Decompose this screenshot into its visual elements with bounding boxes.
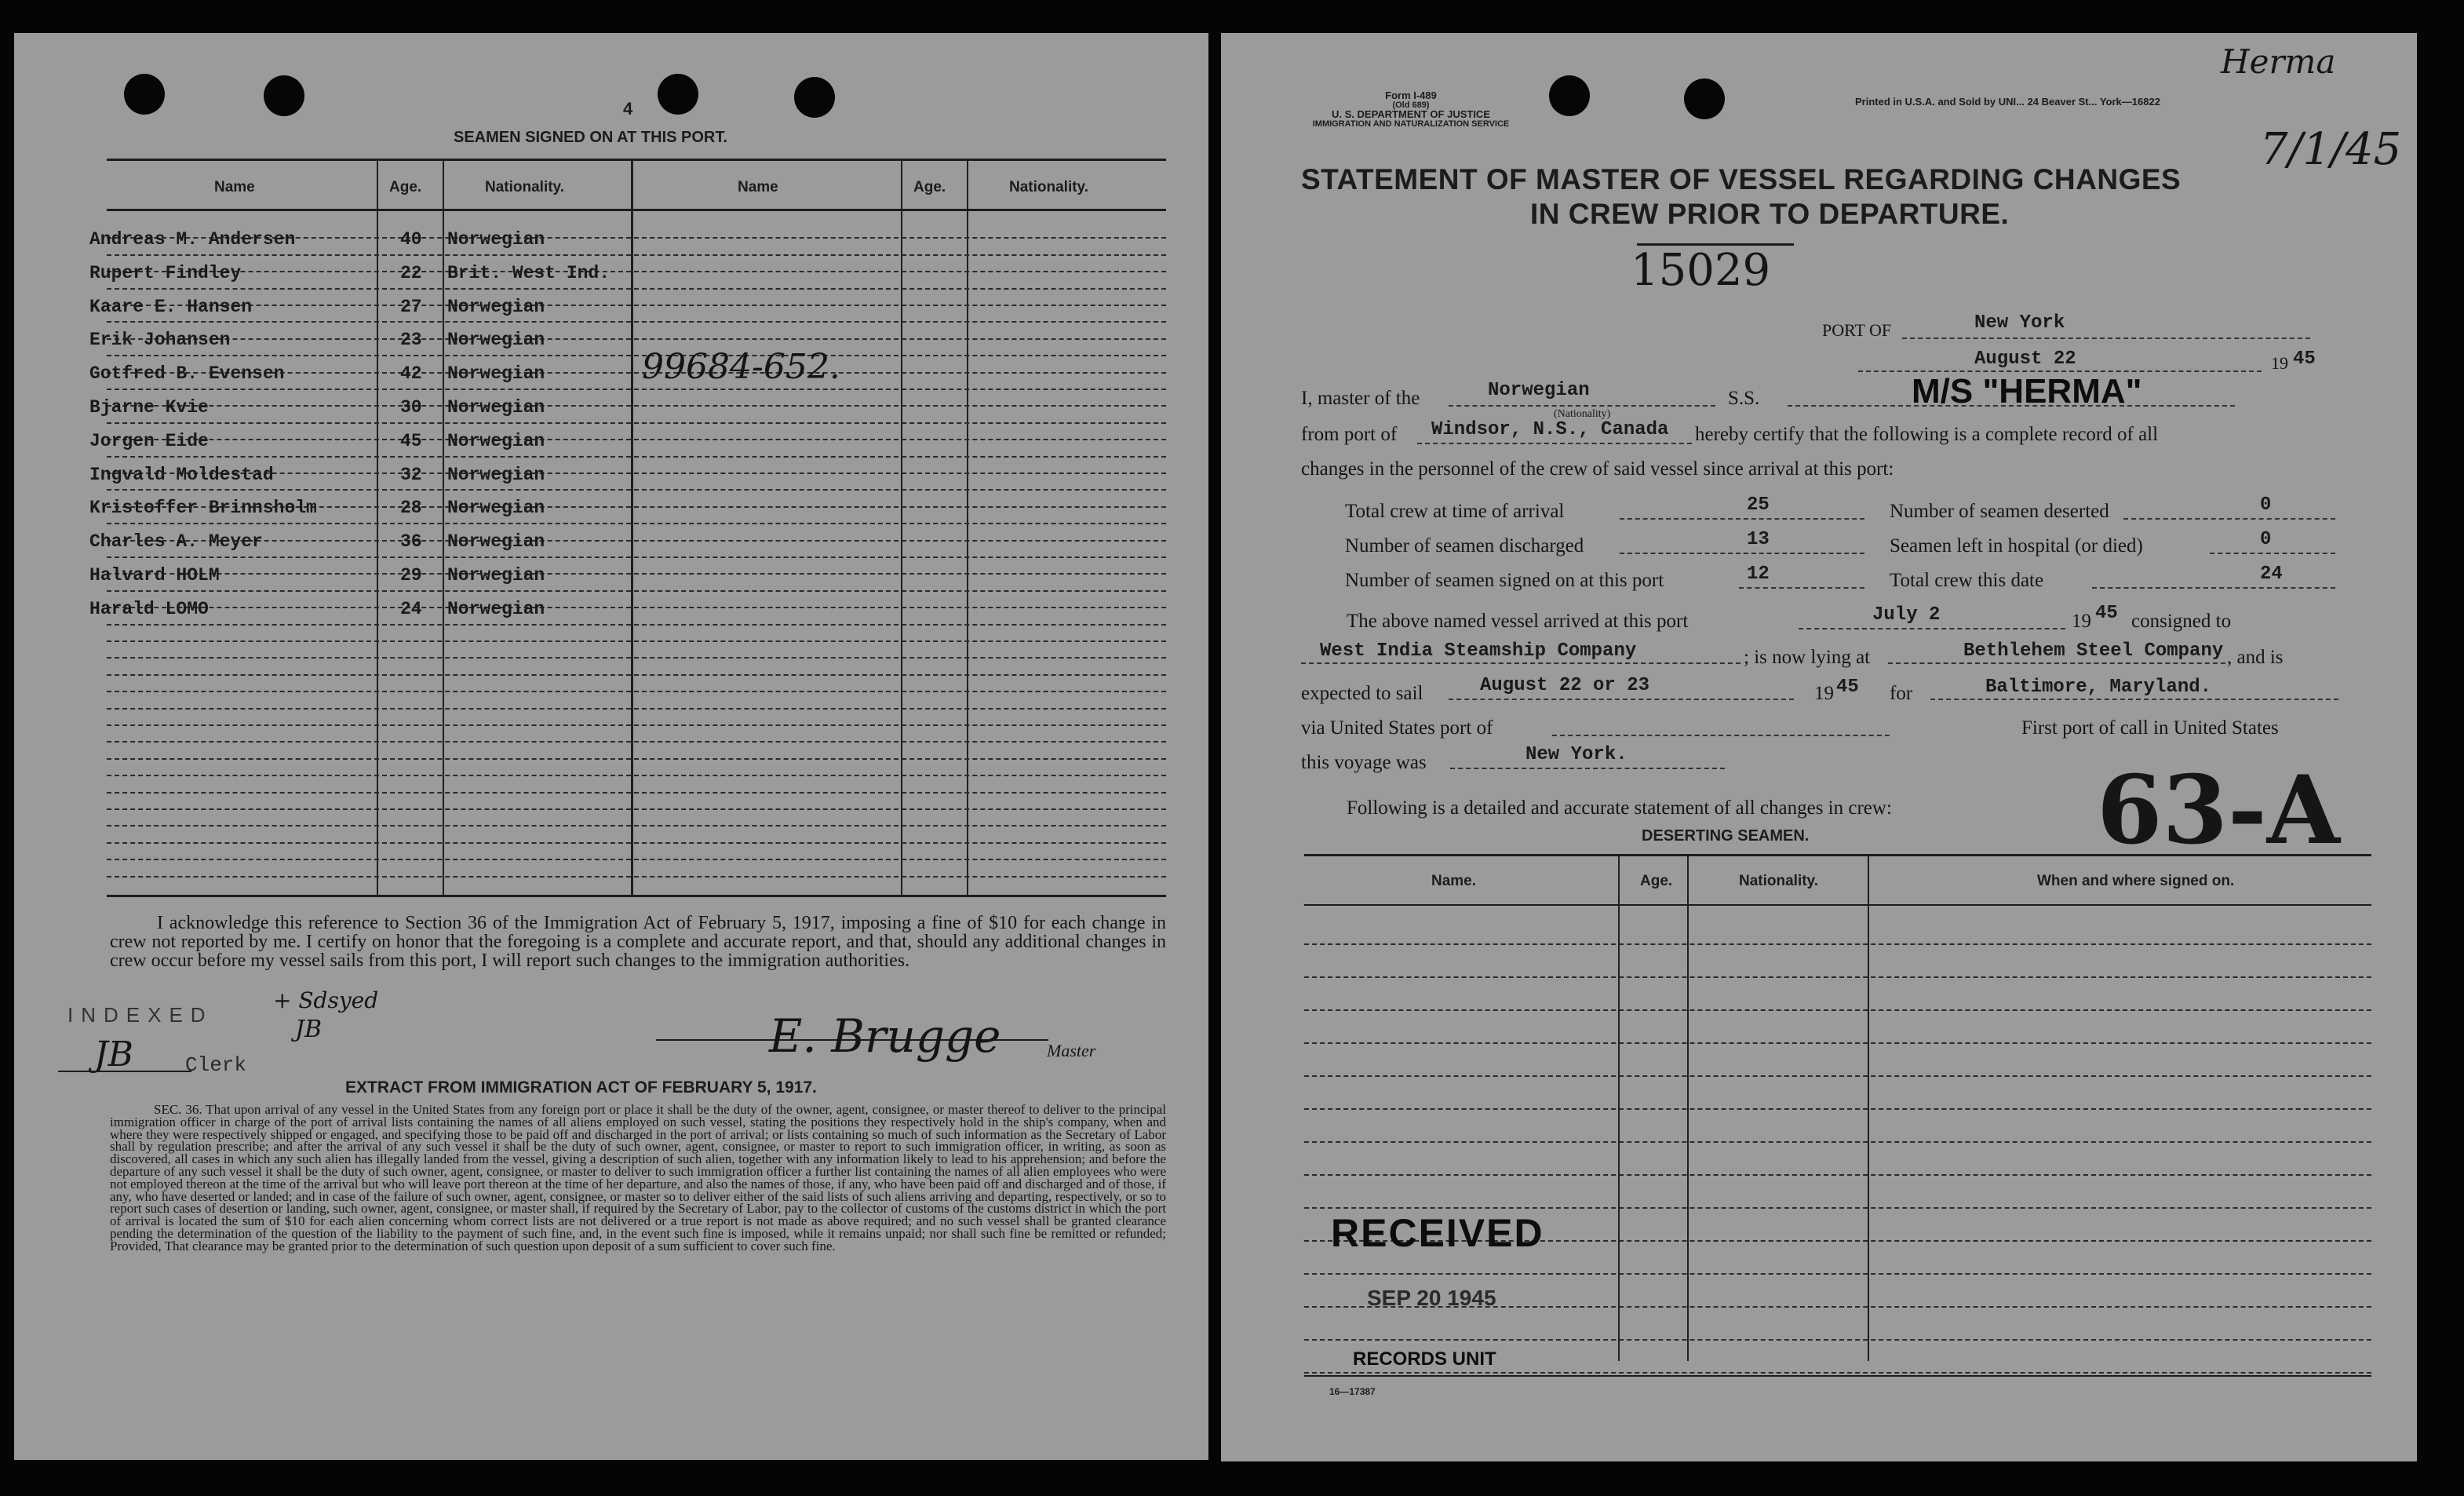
extract-text: SEC. 36. That upon arrival of any vessel in the United States from any foreign port or place it shall be the duty of the owner, agent, consignee, or master thereof to deliver to the principal immigration officer in charge of the port of arrival lists containing the names of all aliens employed on such vessel, stating the positions they respectively hold in the ship's company, when and where they were respectively shipped or engaged, and specifying those to be paid off and discharged in the port of arrival; or lists containing so much of such information as the Secretary of Labor shall by regulation prescribe; and after the arrival of any such vessel it shall be the duty of such owner, agent, consignee, or master to report to such immigration officer, in writing, as soon as discovered, all cases in which any such alien has illegally landed from the vessel, giving a description of such alien, together with any information likely to lead to his apprehension; and before the departure of any such vessel it shall be the duty of such owner, agent, consignee, or master to deliver to such immigration officer a further list containing the names of all alien employees who were not employed thereon at the time of the arrival but who will leave port thereon at the time of her departure, and also the names of those, if any, who have been paid off and discharged and of those, if any, who have deserted or landed; and in case of the failure of such owner, agent, consignee, or master so to deliver either of the said lists of such aliens arriving and departing, respectively, or so to report such cases of desertion or landing, such owner, agent, consignee, or master shall, if required by the Secretary of Labor, pay to the collector of customs of the customs district in which the port of arrival is located the sum of $10 for each alien concerning whom correct lists are not delivered or a true report is not made as above required; and no such vessel shall be granted clearance pending the determination of the question of the liability to the payment of such fine, and, in the event such fine is imposed, while it remains unpaid; nor shall such fine be remitted or refunded; Provided, That clearance may be granted prior to the determination of such question upon deposit of a sum sufficient to cover such fine. — [110, 1102, 1166, 1253]
crew-name: Jorgen Eide — [89, 430, 209, 451]
crew-nationality: Norwegian — [447, 565, 545, 586]
table-row-rule — [107, 271, 1166, 272]
table-row-rule — [107, 808, 1166, 810]
received-stamp: RECEIVED — [1331, 1211, 1544, 1255]
via-fill-line — [1552, 735, 1890, 736]
form-number: Form I-489 — [1385, 89, 1437, 101]
expected-year: 45 — [1836, 677, 1859, 698]
crew-age: 24 — [400, 598, 422, 619]
table-row-rule — [107, 422, 1166, 424]
for-label: for — [1890, 683, 1913, 704]
form-title-line-2: IN CREW PRIOR TO DEPARTURE. — [1530, 198, 2010, 230]
crew-name: Charles A. Meyer — [89, 531, 263, 553]
stat-fill-line — [2210, 553, 2335, 554]
desert-row-rule — [1304, 1108, 2371, 1110]
crew-age: 30 — [400, 397, 422, 418]
master-of-label: I, master of the — [1301, 388, 1420, 409]
table-row-rule — [107, 859, 1166, 860]
arrived-year-prefix: 19 — [2072, 611, 2091, 632]
crew-nationality: Norwegian — [447, 430, 545, 451]
acknowledgement-text: I acknowledge this reference to Section 36 of the Immigration Act of February 5, 1917, imposing a fine of $10 for each change in crew not reported by me. I certify on honor that the foregoing is a complete and accurate report, and that, should any additional changes in crew occur before my vessel sails from this port, I will report such changes to the immigration authorities. — [110, 913, 1166, 971]
master-signature: E. Brugge — [769, 1009, 1001, 1063]
port-of-label: PORT OF — [1822, 320, 1892, 340]
expected-fill-line — [1449, 699, 1794, 700]
port-fill-line — [1902, 338, 2310, 339]
stat-label: Total crew at time of arrival — [1345, 501, 1565, 522]
nationality-value: Norwegian — [1488, 380, 1590, 401]
stat-label: Seamen left in hospital (or died) — [1890, 535, 2143, 556]
first-port-label: First port of call in United States — [2021, 717, 2279, 739]
from-port-value: Windsor, N.S., Canada — [1431, 419, 1669, 440]
desert-row-rule — [1304, 1042, 2371, 1044]
desert-row-rule — [1304, 1372, 2371, 1374]
form-title-line-1: STATEMENT OF MASTER OF VESSEL REGARDING CHANGES — [1301, 163, 2182, 195]
crew-age: 28 — [400, 498, 422, 519]
desert-row-rule — [1304, 976, 2371, 978]
date-value: August 22 — [1974, 348, 2076, 370]
following-text: Following is a detailed and accurate statement of all changes in crew: — [1347, 797, 1892, 819]
crew-name: Bjarne Kvie — [89, 397, 209, 418]
consigned-to-label: consigned to — [2131, 611, 2232, 632]
crew-nationality: Norwegian — [447, 363, 545, 385]
col-header-nationality: Nationality. — [485, 179, 564, 195]
clerk-initials: JB — [94, 1034, 133, 1075]
table-row-rule — [107, 405, 1166, 407]
table-row-rule — [107, 758, 1166, 760]
section-title: SEAMEN SIGNED ON AT THIS PORT. — [454, 129, 727, 146]
crew-name: Rupert Findley — [89, 262, 242, 283]
col-header-age-2: Age. — [913, 179, 946, 195]
crew-name: Harald LOMO — [89, 598, 209, 619]
punch-hole — [1684, 78, 1725, 119]
table-row-rule — [107, 842, 1166, 844]
stat-fill-line — [1620, 553, 1864, 554]
desert-row-rule — [1304, 1207, 2371, 1209]
table-row-rule — [107, 573, 1166, 575]
printed-by: Printed in U.S.A. and Sold by UNI... 24 Beaver St... York—16822 — [1855, 96, 2160, 108]
crew-name: Halvard HOLM — [89, 565, 220, 586]
table-row-rule — [107, 724, 1166, 726]
table-row-rule — [107, 657, 1166, 659]
table-row-rule — [107, 439, 1166, 440]
table-row-rule — [107, 691, 1166, 692]
crew-name: Andreas M. Andersen — [89, 229, 296, 250]
indexed-note: + Sdsyed — [273, 987, 379, 1013]
changes-text: changes in the personnel of the crew of said vessel since arrival at this port: — [1301, 458, 1894, 480]
stat-label: Total crew this date — [1890, 570, 2044, 591]
stat-value: 24 — [2260, 564, 2283, 585]
crew-nationality: Norwegian — [447, 464, 545, 485]
expected-value: August 22 or 23 — [1480, 675, 1650, 696]
crew-name: Kristoffer Brinnsholm — [89, 498, 317, 519]
desert-row-rule — [1304, 1141, 2371, 1143]
arrived-value: July 2 — [1872, 604, 1941, 626]
master-label: Master — [1047, 1041, 1096, 1060]
form-id-block — [1293, 91, 1529, 129]
desert-col-nationality: Nationality. — [1739, 873, 1818, 889]
table-row-rule — [107, 288, 1166, 290]
year-value: 45 — [2293, 348, 2316, 370]
stat-label: Number of seamen signed on at this port — [1345, 570, 1664, 591]
table-row-rule — [107, 489, 1166, 491]
desert-table-header-rule — [1304, 904, 2371, 906]
stat-value: 0 — [2260, 529, 2272, 550]
table-row-rule — [107, 741, 1166, 743]
port-of-value: New York — [1974, 312, 2065, 334]
arrived-fill-line — [1799, 628, 2065, 629]
lying-at-fill-line — [1888, 662, 2225, 664]
stat-fill-line — [2123, 518, 2335, 520]
desert-row-rule — [1304, 943, 2371, 945]
crew-age: 23 — [400, 330, 422, 351]
handwritten-ship-name: Herma — [2221, 42, 2336, 81]
crew-nationality: Brit. West Ind. — [447, 262, 611, 283]
desert-row-rule — [1304, 1339, 2371, 1341]
consignee-value: West India Steamship Company — [1320, 640, 1637, 662]
handwritten-code: 63-A — [2097, 755, 2340, 866]
lying-at-label: ; is now lying at — [1744, 647, 1871, 668]
table-bottom-rule — [107, 895, 1166, 897]
crew-age: 29 — [400, 565, 422, 586]
ss-label: S.S. — [1728, 388, 1760, 409]
col-header-name-2: Name — [738, 179, 778, 195]
table-top-rule — [107, 159, 1166, 161]
stat-label: Number of seamen deserted — [1890, 501, 2109, 522]
stat-label: Number of seamen discharged — [1345, 535, 1584, 556]
table-row-rule — [107, 305, 1166, 306]
records-unit-stamp: RECORDS UNIT — [1353, 1348, 1496, 1370]
for-fill-line — [1930, 699, 2338, 700]
received-date-stamp: SEP 20 1945 — [1367, 1286, 1496, 1310]
table-row-rule — [107, 556, 1166, 558]
table-row-rule — [107, 775, 1166, 776]
crew-name: Kaare E. Hansen — [89, 296, 253, 317]
table-row-rule — [107, 456, 1166, 458]
crew-name: Erik Johansen — [89, 330, 231, 351]
deserting-title: DESERTING SEAMEN. — [1642, 827, 1810, 845]
table-row-rule — [107, 254, 1166, 256]
from-port-fill-line — [1417, 443, 1692, 444]
table-row-rule — [107, 876, 1166, 878]
punch-hole — [658, 74, 698, 115]
crew-nationality: Norwegian — [447, 330, 545, 351]
crew-nationality: Norwegian — [447, 598, 545, 619]
table-row-rule — [107, 708, 1166, 710]
certify-text: hereby certify that the following is a complete record of all — [1695, 424, 2159, 445]
voyage-value: New York. — [1525, 744, 1627, 765]
year-prefix: 19 — [2271, 353, 2288, 373]
handwritten-file-number: 99684-652. — [642, 347, 840, 387]
punch-hole — [124, 74, 165, 115]
punch-hole — [1549, 75, 1590, 116]
desert-table-bottom — [1304, 1375, 2371, 1377]
extract-title: EXTRACT FROM IMMIGRATION ACT OF FEBRUARY 5, 1917. — [345, 1078, 817, 1096]
crew-age: 36 — [400, 531, 422, 553]
crew-age: 32 — [400, 464, 422, 485]
arrived-text: The above named vessel arrived at this port — [1347, 611, 1689, 632]
indexed-stamp: INDEXED — [67, 1003, 213, 1027]
desert-row-rule — [1304, 1009, 2371, 1011]
nationality-fill-line — [1449, 405, 1715, 407]
for-value: Baltimore, Maryland. — [1985, 677, 2212, 698]
table-row-rule — [107, 590, 1166, 592]
table-row-rule — [107, 338, 1166, 340]
file-number: 15029 — [1631, 245, 1771, 296]
crew-age: 45 — [400, 430, 422, 451]
col-header-nationality-2: Nationality. — [1009, 179, 1088, 195]
form-department: U. S. DEPARTMENT OF JUSTICE — [1332, 108, 1490, 120]
stat-value: 12 — [1747, 564, 1770, 585]
lying-at-value: Bethlehem Steel Company — [1963, 640, 2224, 662]
expected-label: expected to sail — [1301, 683, 1423, 704]
stat-fill-line — [1620, 518, 1864, 520]
page-number: 4 — [623, 99, 633, 119]
consignee-fill-line — [1301, 662, 1740, 664]
desert-col-age: Age. — [1640, 873, 1673, 889]
table-row-rule — [107, 825, 1166, 826]
desert-row-rule — [1304, 1174, 2371, 1176]
arrived-year: 45 — [2095, 603, 2118, 624]
crew-age: 22 — [400, 262, 422, 283]
crew-age: 40 — [400, 229, 422, 250]
table-row-rule — [107, 607, 1166, 608]
stat-value: 13 — [1747, 529, 1770, 550]
print-code: 16—17387 — [1329, 1386, 1376, 1397]
table-row-rule — [107, 640, 1166, 642]
desert-table-top — [1304, 854, 2371, 856]
table-row-rule — [107, 674, 1166, 676]
desert-col-when-where: When and where signed on. — [2037, 873, 2235, 889]
desert-row-rule — [1304, 1273, 2371, 1275]
form-old-number: (Old 689) — [1392, 100, 1430, 110]
clerk-label: Clerk — [185, 1053, 247, 1077]
crew-name: Ingvald Moldestad — [89, 464, 274, 485]
right-page — [1221, 33, 2417, 1461]
punch-hole — [264, 75, 304, 116]
voyage-fill-line — [1450, 768, 1725, 769]
nationality-caption: (Nationality) — [1554, 408, 1611, 420]
desert-row-rule — [1304, 1075, 2371, 1077]
voyage-label: this voyage was — [1301, 752, 1427, 773]
col-header-age: Age. — [389, 179, 422, 195]
handwritten-date: 7/1/45 — [2260, 124, 2402, 175]
from-port-label: from port of — [1301, 424, 1398, 445]
clerk-line — [58, 1071, 191, 1072]
and-is-label: , and is — [2227, 647, 2284, 668]
stat-value: 25 — [1747, 494, 1770, 516]
punch-hole — [794, 77, 835, 118]
crew-nationality: Norwegian — [447, 296, 545, 317]
table-header-rule — [107, 209, 1166, 211]
table-row-rule — [107, 355, 1166, 356]
stat-fill-line — [2092, 587, 2335, 589]
expected-year-prefix: 19 — [1814, 683, 1834, 704]
table-row-rule — [107, 792, 1166, 794]
left-page — [14, 33, 1208, 1460]
desert-col-name: Name. — [1431, 873, 1477, 889]
crew-nationality: Norwegian — [447, 498, 545, 519]
table-row-rule — [107, 624, 1166, 626]
crew-nationality: Norwegian — [447, 397, 545, 418]
crew-age: 42 — [400, 363, 422, 385]
via-label: via United States port of — [1301, 717, 1493, 739]
form-service: IMMIGRATION AND NATURALIZATION SERVICE — [1312, 119, 1510, 129]
table-row-rule — [107, 540, 1166, 542]
ship-fill-line — [1788, 405, 2235, 407]
table-row-rule — [107, 389, 1166, 390]
crew-name: Gotfred B. Evensen — [89, 363, 285, 385]
indexed-initials: JB — [295, 1016, 323, 1043]
ship-name-stamp: M/S "HERMA" — [1912, 372, 2142, 410]
crew-age: 27 — [400, 296, 422, 317]
stat-value: 0 — [2260, 494, 2272, 516]
table-row-rule — [107, 321, 1166, 323]
stat-fill-line — [1739, 587, 1864, 589]
crew-nationality: Norwegian — [447, 531, 545, 553]
table-row-rule — [107, 523, 1166, 524]
col-header-name: Name — [214, 179, 255, 195]
crew-nationality: Norwegian — [447, 229, 545, 250]
